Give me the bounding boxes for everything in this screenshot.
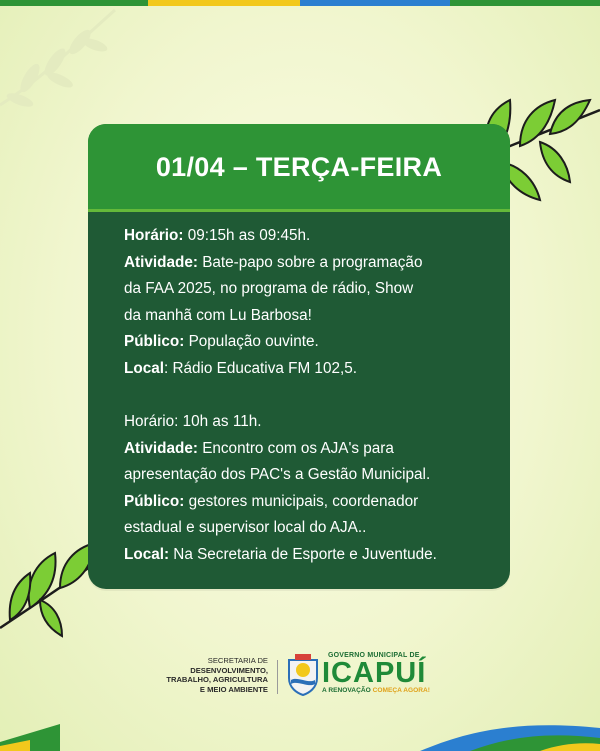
event-line: Local: Rádio Educativa FM 102,5.	[124, 359, 357, 377]
event-line: estadual e supervisor local do AJA..	[124, 519, 367, 536]
branch-top-left-icon	[0, 0, 130, 120]
date-title: 01/04 – TERÇA-FEIRA	[155, 152, 443, 182]
icapui-logo: GOVERNO MUNICIPAL DE ICAPUÍ A RENOVAÇÃO COMEÇA AGORA!	[322, 652, 430, 694]
event-line: Público: gestores municipais, coordenador	[124, 492, 419, 510]
secretaria-logo-text: SECRETARIA DE DESENVOLVIMENTO, TRABALHO, AGRICULTURA E MEIO AMBIENTE	[166, 656, 268, 694]
bottom-wave-decoration	[0, 690, 600, 751]
schedule-card	[88, 124, 510, 589]
event-line: Atividade: Bate-papo sobre a programação	[124, 253, 423, 271]
card-body	[88, 212, 510, 568]
event-line: da manhã com Lu Barbosa!	[124, 306, 312, 324]
event-line: Atividade: Encontro com os AJA's para	[124, 439, 394, 457]
event-line: da FAA 2025, no programa de rádio, Show	[124, 280, 414, 297]
event-line: apresentação dos PAC's a Gestão Municipal.	[124, 466, 431, 483]
event-block-2	[124, 409, 488, 568]
event-line: Horário: 09:15h as 09:45h.	[124, 227, 311, 244]
logo-divider	[277, 660, 278, 694]
event-line: Público: População ouvinte.	[124, 333, 319, 350]
event-line: Horário: 10h as 11h.	[124, 413, 262, 430]
event-block-1	[124, 223, 488, 382]
card-header	[88, 124, 510, 212]
event-line: Local: Na Secretaria de Esporte e Juventude.	[124, 545, 437, 563]
